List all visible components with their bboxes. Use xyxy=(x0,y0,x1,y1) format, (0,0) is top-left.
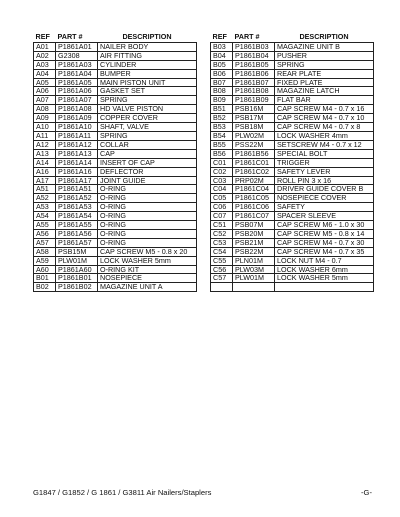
header-ref: REF xyxy=(35,32,50,41)
part-description: O-RING KIT xyxy=(98,265,197,274)
part-number: P1861B04 xyxy=(233,51,275,60)
part-ref: B07 xyxy=(211,78,233,87)
table-row xyxy=(211,167,374,176)
part-ref: C56 xyxy=(211,265,233,274)
part-number: P1861A55 xyxy=(56,221,98,230)
header-description: DESCRIPTION xyxy=(122,32,172,41)
part-ref: B51 xyxy=(211,105,233,114)
part-number: P1861B07 xyxy=(233,78,275,87)
table-row xyxy=(34,283,197,292)
part-ref: C57 xyxy=(211,274,233,283)
part-number: PLN01M xyxy=(233,256,275,265)
table-row xyxy=(211,140,374,149)
header-part: PART # xyxy=(57,32,83,41)
part-description: O-RING xyxy=(98,185,197,194)
part-ref: A16 xyxy=(34,167,56,176)
part-number: P1861A12 xyxy=(56,140,98,149)
part-description: O-RING xyxy=(98,221,197,230)
part-number: PLW03M xyxy=(233,265,275,274)
header-description: DESCRIPTION xyxy=(299,32,349,41)
part-number: P1861C04 xyxy=(233,185,275,194)
parts-table-left-body xyxy=(34,42,197,291)
part-ref: A14 xyxy=(34,158,56,167)
part-description: FIXED PLATE xyxy=(275,78,374,87)
table-row xyxy=(34,140,197,149)
part-description: SPECIAL BOLT xyxy=(275,149,374,158)
part-description: O-RING xyxy=(98,194,197,203)
table-row xyxy=(34,167,197,176)
part-number: PSB21M xyxy=(233,238,275,247)
part-number: P1861A04 xyxy=(56,69,98,78)
part-number: P1861A14 xyxy=(56,158,98,167)
part-description: CYLINDER xyxy=(98,60,197,69)
part-ref: C53 xyxy=(211,238,233,247)
header-part: PART # xyxy=(234,32,260,41)
part-number: P1861B56 xyxy=(233,149,275,158)
part-number: P1861A54 xyxy=(56,212,98,221)
part-number: P1861C06 xyxy=(233,203,275,212)
part-ref: B02 xyxy=(34,283,56,292)
table-row xyxy=(34,51,197,60)
part-description: SETSCREW M4 - 0.7 x 12 xyxy=(275,140,374,149)
part-ref: A54 xyxy=(34,212,56,221)
part-number: PSS22M xyxy=(233,140,275,149)
part-description: JOINT GUIDE xyxy=(98,176,197,185)
part-number: P1861A01 xyxy=(56,42,98,51)
part-number: P1861A56 xyxy=(56,229,98,238)
part-number: PLW02M xyxy=(233,131,275,140)
part-number: PSB20M xyxy=(233,229,275,238)
part-number: P1861B06 xyxy=(233,69,275,78)
part-ref: B04 xyxy=(211,51,233,60)
part-ref: C55 xyxy=(211,256,233,265)
part-ref: B52 xyxy=(211,114,233,123)
page-footer xyxy=(33,488,372,497)
part-number: P1861A13 xyxy=(56,149,98,158)
part-ref: A11 xyxy=(34,131,56,140)
part-description: MAGAZINE UNIT A xyxy=(98,283,197,292)
page-number: -G- xyxy=(361,488,372,497)
part-number: P1861A03 xyxy=(56,60,98,69)
part-ref: B09 xyxy=(211,96,233,105)
table-row xyxy=(34,238,197,247)
part-description: DEFLECTOR xyxy=(98,167,197,176)
part-description: MAGAZINE UNIT B xyxy=(275,42,374,51)
part-description: CAP SCREW M4 - 0.7 x 16 xyxy=(275,105,374,114)
part-number: P1861B05 xyxy=(233,60,275,69)
part-ref: C01 xyxy=(211,158,233,167)
part-description: SAFETY xyxy=(275,203,374,212)
part-ref: A52 xyxy=(34,194,56,203)
table-row xyxy=(211,51,374,60)
part-number: PRP02M xyxy=(233,176,275,185)
part-description: CAP SCREW M4 - 0.7 x 30 xyxy=(275,238,374,247)
part-description: PUSHER xyxy=(275,51,374,60)
part-description: LOCK WASHER 4mm xyxy=(275,131,374,140)
table-row xyxy=(211,247,374,256)
part-description: SPRING xyxy=(98,96,197,105)
part-ref: B54 xyxy=(211,131,233,140)
part-ref: A01 xyxy=(34,42,56,51)
table-row xyxy=(211,69,374,78)
part-ref: A58 xyxy=(34,247,56,256)
part-number: G2308 xyxy=(56,51,98,60)
part-number: PSB07M xyxy=(233,221,275,230)
part-description: MAGAZINE LATCH xyxy=(275,87,374,96)
part-ref: C52 xyxy=(211,229,233,238)
part-number: P1861C02 xyxy=(233,167,275,176)
part-number: PSB16M xyxy=(233,105,275,114)
part-description: NOSEPIECE xyxy=(98,274,197,283)
part-ref: B56 xyxy=(211,149,233,158)
table-header-row xyxy=(34,33,197,42)
part-number: P1861A17 xyxy=(56,176,98,185)
part-ref: C03 xyxy=(211,176,233,185)
part-description: HD VALVE PISTON xyxy=(98,105,197,114)
table-row xyxy=(34,149,197,158)
part-description: O-RING xyxy=(98,238,197,247)
part-description: COLLAR xyxy=(98,140,197,149)
table-row xyxy=(211,149,374,158)
part-number: P1861A52 xyxy=(56,194,98,203)
table-row xyxy=(34,256,197,265)
part-number: P1861B09 xyxy=(233,96,275,105)
part-number: P1861A06 xyxy=(56,87,98,96)
part-description: CAP SCREW M5 - 0.8 x 14 xyxy=(275,229,374,238)
part-description: NOSEPIECE COVER xyxy=(275,194,374,203)
parts-table-right xyxy=(210,33,374,292)
part-description: SPRING xyxy=(98,131,197,140)
part-ref: A17 xyxy=(34,176,56,185)
part-ref: A51 xyxy=(34,185,56,194)
part-description: O-RING xyxy=(98,229,197,238)
part-description: LOCK WASHER 5mm xyxy=(275,274,374,283)
part-number: P1861B01 xyxy=(56,274,98,283)
part-number: P1861A05 xyxy=(56,78,98,87)
part-ref: B06 xyxy=(211,69,233,78)
part-description: SPACER SLEEVE xyxy=(275,212,374,221)
parts-table-right-body xyxy=(211,42,374,291)
part-ref: A09 xyxy=(34,114,56,123)
part-number: P1861C01 xyxy=(233,158,275,167)
part-ref: C07 xyxy=(211,212,233,221)
part-number: P1861A08 xyxy=(56,105,98,114)
part-ref: A04 xyxy=(34,69,56,78)
part-ref: A57 xyxy=(34,238,56,247)
part-description: LOCK WASHER 6mm xyxy=(275,265,374,274)
part-description: AIR FITTING xyxy=(98,51,197,60)
part-description: CAP xyxy=(98,149,197,158)
part-description: LOCK NUT M4 - 0.7 xyxy=(275,256,374,265)
part-ref: A08 xyxy=(34,105,56,114)
part-number: P1861A57 xyxy=(56,238,98,247)
table-row xyxy=(211,42,374,51)
part-ref: A02 xyxy=(34,51,56,60)
part-description: CAP SCREW M6 - 1.0 x 30 xyxy=(275,221,374,230)
part-ref: B03 xyxy=(211,42,233,51)
part-description: BUMPER xyxy=(98,69,197,78)
part-ref: C06 xyxy=(211,203,233,212)
part-ref: A55 xyxy=(34,221,56,230)
part-number: P1861A10 xyxy=(56,123,98,132)
part-number: P1861B03 xyxy=(233,42,275,51)
part-number xyxy=(233,283,275,292)
part-ref: A03 xyxy=(34,60,56,69)
part-number: P1861A09 xyxy=(56,114,98,123)
table-row xyxy=(34,42,197,51)
part-number: P1861A60 xyxy=(56,265,98,274)
part-description: GASKET SET xyxy=(98,87,197,96)
table-row xyxy=(211,158,374,167)
part-description: CAP SCREW M4 - 0.7 x 8 xyxy=(275,123,374,132)
part-number: PLW01M xyxy=(233,274,275,283)
part-description: ROLL PIN 3 x 16 xyxy=(275,176,374,185)
part-ref: A59 xyxy=(34,256,56,265)
part-description: CAP SCREW M4 - 0.7 x 10 xyxy=(275,114,374,123)
table-row xyxy=(211,283,374,292)
parts-table-left xyxy=(33,33,197,292)
part-description: COPPER COVER xyxy=(98,114,197,123)
part-description: REAR PLATE xyxy=(275,69,374,78)
part-description: DRIVER GUIDE COVER B xyxy=(275,185,374,194)
header-ref: REF xyxy=(212,32,227,41)
part-description: NAILER BODY xyxy=(98,42,197,51)
table-row xyxy=(34,69,197,78)
part-ref: B08 xyxy=(211,87,233,96)
part-description: O-RING xyxy=(98,203,197,212)
part-description: MAIN PISTON UNIT xyxy=(98,78,197,87)
table-row xyxy=(211,238,374,247)
table-row xyxy=(211,256,374,265)
table-row xyxy=(34,247,197,256)
part-description xyxy=(275,283,374,292)
part-ref: C51 xyxy=(211,221,233,230)
part-description: CAP SCREW M4 - 0.7 x 35 xyxy=(275,247,374,256)
part-ref: B55 xyxy=(211,140,233,149)
part-description: LOCK WASHER 5mm xyxy=(98,256,197,265)
footer-title: G1847 / G1852 / G 1861 / G3811 Air Nailers/Staplers xyxy=(33,488,212,497)
part-number: P1861A07 xyxy=(56,96,98,105)
part-ref: B01 xyxy=(34,274,56,283)
table-row xyxy=(211,274,374,283)
part-description: SPRING xyxy=(275,60,374,69)
part-ref: C05 xyxy=(211,194,233,203)
table-header-row xyxy=(211,33,374,42)
table-row xyxy=(211,229,374,238)
part-ref: C02 xyxy=(211,167,233,176)
part-description: SHAFT, VALVE xyxy=(98,123,197,132)
part-ref: B05 xyxy=(211,60,233,69)
part-ref: A10 xyxy=(34,123,56,132)
part-ref: A60 xyxy=(34,265,56,274)
part-description: TRIGGER xyxy=(275,158,374,167)
part-number: PSB15M xyxy=(56,247,98,256)
table-row xyxy=(34,60,197,69)
part-number: PLW01M xyxy=(56,256,98,265)
part-number: P1861A53 xyxy=(56,203,98,212)
part-description: FLAT BAR xyxy=(275,96,374,105)
part-ref: A56 xyxy=(34,229,56,238)
part-ref: A12 xyxy=(34,140,56,149)
part-description: CAP SCREW M5 - 0.8 x 20 xyxy=(98,247,197,256)
part-ref: B53 xyxy=(211,123,233,132)
part-ref: A53 xyxy=(34,203,56,212)
part-ref: A06 xyxy=(34,87,56,96)
part-ref: A05 xyxy=(34,78,56,87)
part-number: P1861B08 xyxy=(233,87,275,96)
table-row xyxy=(211,60,374,69)
part-ref: C04 xyxy=(211,185,233,194)
part-number: P1861B02 xyxy=(56,283,98,292)
part-description: O-RING xyxy=(98,212,197,221)
part-ref: A07 xyxy=(34,96,56,105)
part-ref: C54 xyxy=(211,247,233,256)
part-number: P1861C05 xyxy=(233,194,275,203)
table-row xyxy=(34,158,197,167)
part-ref: A13 xyxy=(34,149,56,158)
part-number: PSB17M xyxy=(233,114,275,123)
part-description: SAFETY LEVER xyxy=(275,167,374,176)
table-row xyxy=(34,229,197,238)
part-number: PSB18M xyxy=(233,123,275,132)
part-description: INSERT OF CAP xyxy=(98,158,197,167)
part-number: PSB22M xyxy=(233,247,275,256)
part-ref xyxy=(211,283,233,292)
part-number: P1861A16 xyxy=(56,167,98,176)
part-number: P1861A11 xyxy=(56,131,98,140)
part-number: P1861A51 xyxy=(56,185,98,194)
part-number: P1861C07 xyxy=(233,212,275,221)
